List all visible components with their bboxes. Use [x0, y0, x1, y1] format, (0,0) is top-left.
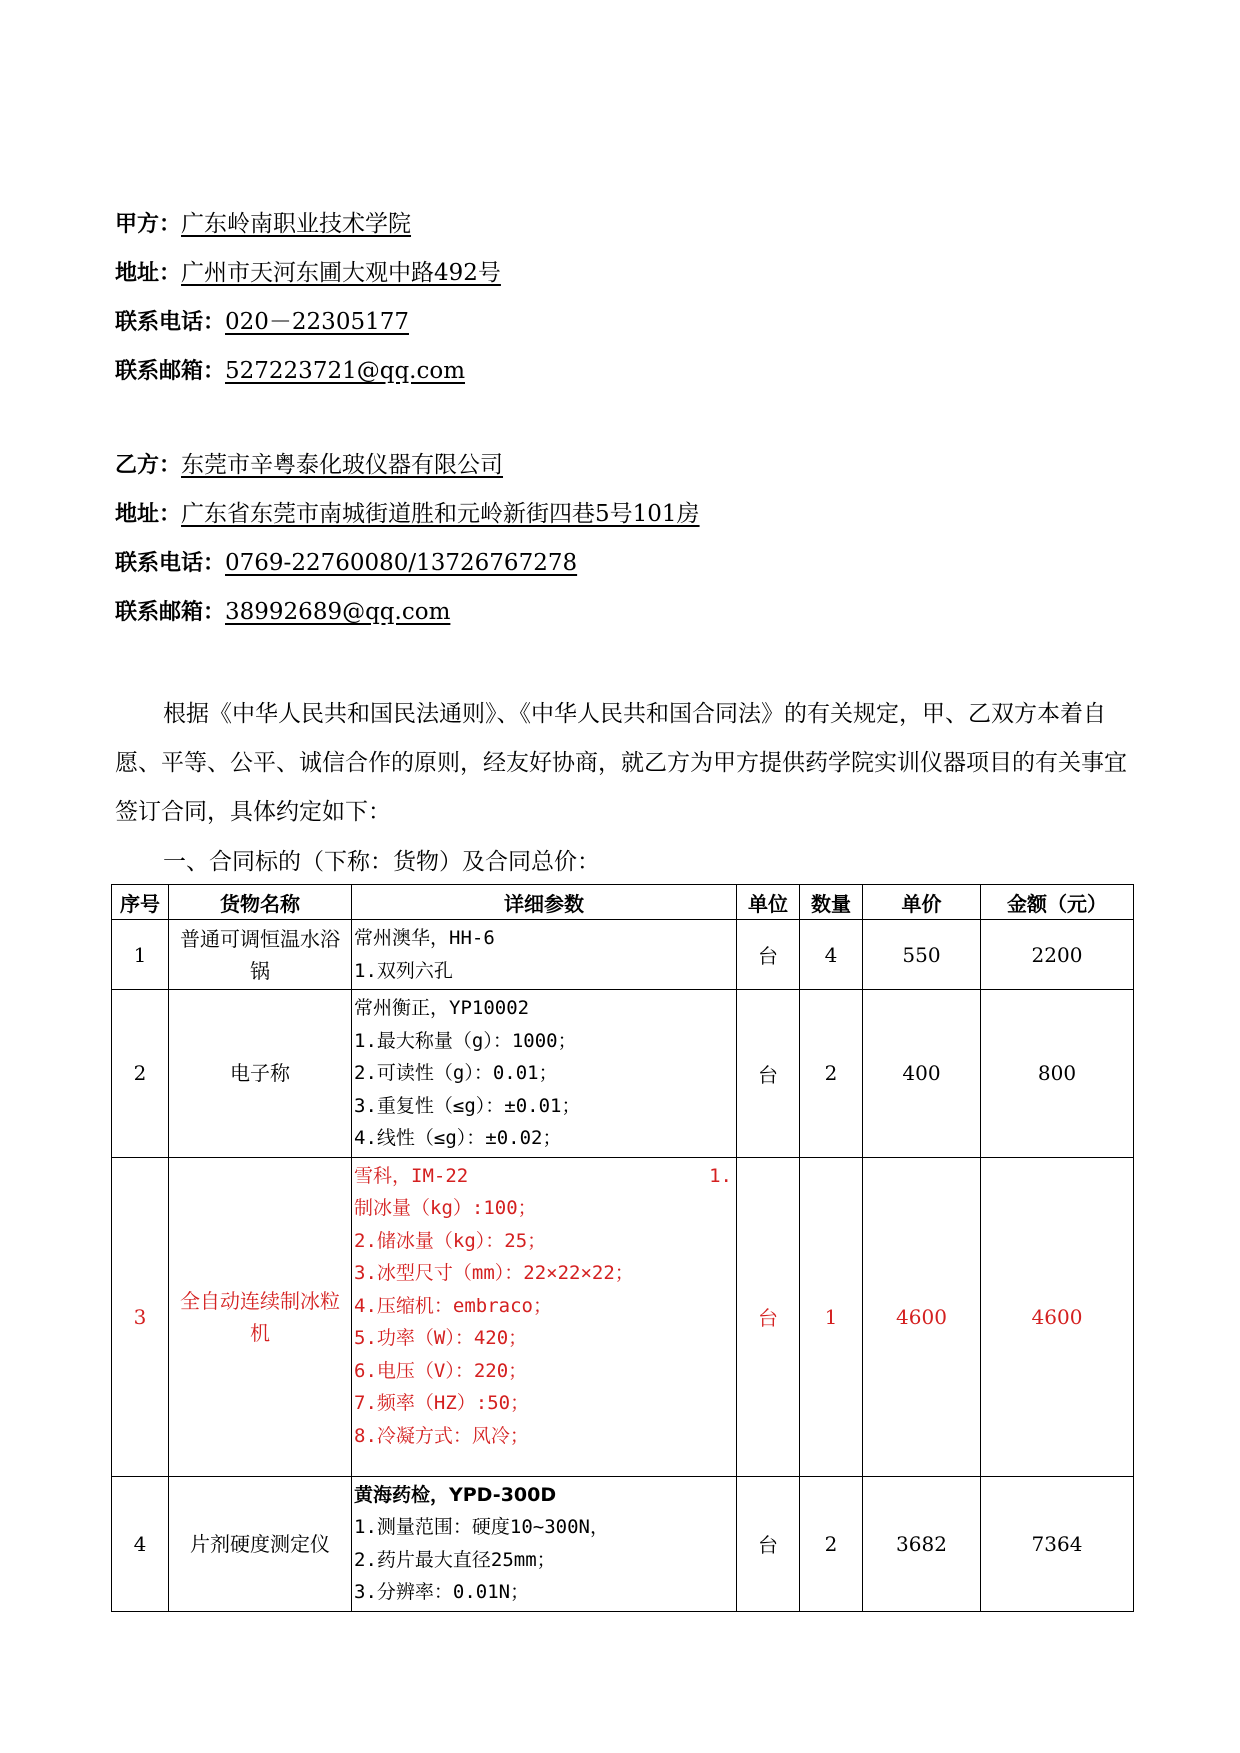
- party-b-email: 38992689@qq.com: [225, 599, 451, 625]
- cell-unit: 台: [737, 990, 800, 1158]
- table-row: [112, 920, 1134, 990]
- cell-qty: 2: [800, 1476, 863, 1611]
- party-a-phone-line: 联系电话：020－22305177: [115, 309, 409, 335]
- header-name: 货物名称: [169, 885, 352, 920]
- intro-paragraph: 根据《中华人民共和国民法通则》、《中华人民共和国合同法》的有关规定，甲、乙双方本着自愿、平等、公平、诚信合作的原则，经友好协商，就乙方为甲方提供药学院实训仪器项目的有关事宜签订合同，具体约定如下：: [115, 701, 1127, 825]
- header-price: 单价: [863, 885, 981, 920]
- cell-amount: 800: [981, 990, 1134, 1158]
- header-params: 详细参数: [352, 885, 737, 920]
- param-line: 1.测量范围：硬度10~300N，: [354, 1516, 609, 1538]
- header-qty: 数量: [800, 885, 863, 920]
- cell-price: 550: [863, 920, 981, 990]
- cell-name: 电子称: [169, 990, 352, 1158]
- header-no: 序号: [112, 885, 169, 920]
- party-b-name: 东莞市辛粤泰化玻仪器有限公司: [181, 452, 504, 478]
- param-line: 1.双列六孔: [354, 959, 453, 982]
- header-amount: 金额（元）: [981, 885, 1134, 920]
- param-line: 6.电压（V）：220；: [354, 1359, 528, 1382]
- table-header-row: [112, 885, 1134, 920]
- cell-qty: 1: [800, 1157, 863, 1476]
- cell-price: 3682: [863, 1476, 981, 1611]
- cell-name: 片剂硬度测定仪: [169, 1476, 352, 1611]
- party-b-address-line: 地址：广东省东莞市南城街道胜和元岭新街四巷5号101房: [115, 501, 700, 527]
- param-line: 4.压缩机：embraco；: [354, 1294, 552, 1317]
- param-model: 黄海药检，YPD-300D: [354, 1483, 557, 1506]
- cell-amount: 2200: [981, 920, 1134, 990]
- cell-unit: 台: [737, 920, 800, 990]
- param-model: 常州衡正，YP10002: [354, 997, 530, 1019]
- cell-unit: 台: [737, 1476, 800, 1611]
- party-a-email: 527223721@qq.com: [225, 358, 466, 384]
- party-a-email-line: 联系邮箱：527223721@qq.com: [115, 358, 466, 384]
- param-line: 1.最大称量（g）：1000；: [354, 1029, 577, 1052]
- param-line: 2.药片最大直径25mm；: [354, 1548, 556, 1571]
- cell-price: 4600: [863, 1157, 981, 1476]
- cell-no: 1: [112, 920, 169, 990]
- param-line: 制冰量（kg）:100；: [354, 1197, 537, 1219]
- cell-amount: 7364: [981, 1476, 1134, 1611]
- param-line: 2.可读性（g）：0.01；: [354, 1062, 558, 1084]
- clause-1-heading: 一、合同标的（下称：货物）及合同总价：: [163, 849, 600, 875]
- cell-params: [352, 990, 737, 1158]
- goods-table: [111, 884, 1134, 1612]
- param-model: 雪科，IM-22: [354, 1164, 469, 1187]
- cell-no: 2: [112, 990, 169, 1158]
- param-line: 3.重复性（≤g）：±0.01；: [354, 1094, 581, 1117]
- cell-price: 400: [863, 990, 981, 1158]
- param-line: 2.储冰量（kg）：25；: [354, 1229, 547, 1252]
- cell-name: 普通可调恒温水浴锅: [169, 920, 352, 990]
- cell-no: 4: [112, 1476, 169, 1611]
- param-line: 5.功率（W）：420；: [354, 1327, 528, 1349]
- party-b-phone-line: 联系电话：0769-22760080/13726767278: [115, 550, 578, 576]
- party-a-phone: 020－22305177: [225, 309, 409, 335]
- cell-qty: 4: [800, 920, 863, 990]
- party-a-address: 广州市天河东圃大观中路492号: [181, 260, 501, 286]
- header-unit: 单位: [737, 885, 800, 920]
- table-row: [112, 1476, 1134, 1611]
- cell-params: [352, 920, 737, 990]
- party-a-name-line: 甲方：广东岭南职业技术学院: [115, 211, 412, 237]
- cell-params: [352, 1157, 737, 1476]
- param-model-suffix: 1.: [709, 1164, 732, 1187]
- param-line: 3.冰型尺寸（mm）：22×22×22；: [354, 1262, 634, 1284]
- cell-name: 全自动连续制冰粒机: [169, 1157, 352, 1476]
- param-line: 8.冷凝方式：风冷；: [354, 1424, 529, 1447]
- param-model: 常州澳华，HH-6: [354, 927, 495, 949]
- party-a-address-line: 地址：广州市天河东圃大观中路492号: [115, 260, 501, 286]
- param-line: 4.线性（≤g）：±0.02；: [354, 1127, 562, 1149]
- cell-no: 3: [112, 1157, 169, 1476]
- cell-amount: 4600: [981, 1157, 1134, 1476]
- cell-qty: 2: [800, 990, 863, 1158]
- cell-unit: 台: [737, 1157, 800, 1476]
- party-b-email-line: 联系邮箱：38992689@qq.com: [115, 599, 451, 625]
- param-line: 7.频率（HZ）:50；: [354, 1392, 530, 1414]
- party-b-address: 广东省东莞市南城街道胜和元岭新街四巷5号101房: [181, 501, 700, 527]
- param-line: 3.分辨率：0.01N；: [354, 1581, 530, 1603]
- party-b-block: [115, 441, 1115, 637]
- party-a-name: 广东岭南职业技术学院: [181, 211, 412, 237]
- party-a-block: [115, 200, 1115, 396]
- table-row-highlighted: [112, 1157, 1134, 1476]
- party-b-phone: 0769-22760080/13726767278: [225, 550, 578, 576]
- cell-params: [352, 1476, 737, 1611]
- param-model-line: [354, 1160, 736, 1193]
- table-row: [112, 990, 1134, 1158]
- party-b-name-line: 乙方：东莞市辛粤泰化玻仪器有限公司: [115, 452, 504, 478]
